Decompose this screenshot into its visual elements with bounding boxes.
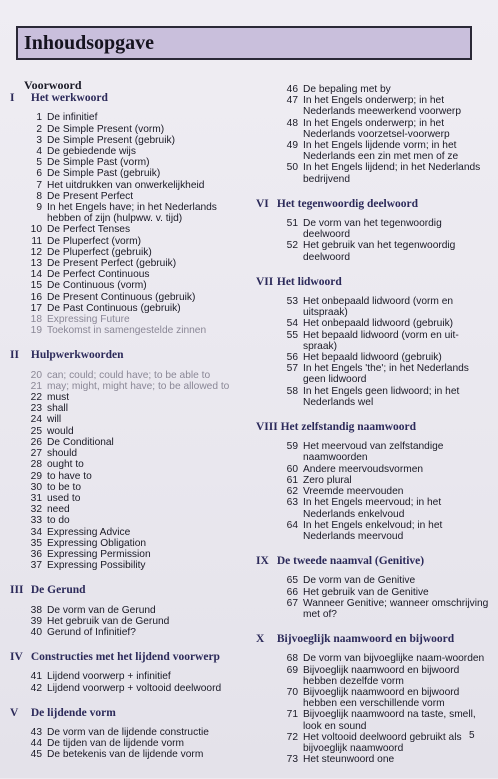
toc-entry bbox=[256, 363, 490, 385]
toc-entry bbox=[10, 292, 245, 303]
toc-entry bbox=[10, 482, 245, 493]
section-title: Het zelfstandig naamwoord bbox=[280, 421, 417, 434]
entry-number: 61 bbox=[286, 474, 298, 486]
section-title: De Gerund bbox=[30, 584, 86, 597]
preface-heading: Voorwoord bbox=[24, 78, 82, 92]
entry-title: must bbox=[47, 392, 70, 404]
entry-title: Bijvoeglijk naamwoord en bijwoord hebben dezelfde vorm bbox=[303, 664, 460, 687]
toc-entry bbox=[10, 749, 245, 760]
entry-title: In het Engels lijdend; in het Nederlands bedrijvend bbox=[303, 162, 481, 185]
toc-entry bbox=[256, 598, 490, 620]
toc-section bbox=[10, 585, 245, 638]
entry-title: De gebiedende wijs bbox=[47, 146, 136, 158]
entry-title: Expressing Advice bbox=[47, 526, 131, 538]
entry-title: Andere meervoudsvormen bbox=[303, 463, 424, 475]
entry-number: 60 bbox=[286, 463, 298, 475]
entry-number: 25 bbox=[30, 425, 42, 437]
toc-entry bbox=[10, 738, 245, 749]
entry-number: 10 bbox=[30, 224, 42, 236]
toc-entry bbox=[10, 627, 245, 638]
section-entries bbox=[256, 441, 490, 542]
entry-title: De vorm van de Genitive bbox=[303, 575, 416, 587]
entry-title: need bbox=[47, 504, 70, 516]
entry-number: 56 bbox=[286, 352, 298, 364]
entry-title: De Present Perfect (gebruik) bbox=[47, 258, 177, 270]
toc-entry bbox=[256, 732, 490, 754]
section-numeral: IV bbox=[10, 651, 23, 664]
entry-number: 44 bbox=[30, 738, 42, 750]
toc-entry bbox=[10, 112, 245, 123]
entry-title: Het onbepaald lidwoord (vorm en uitspraak) bbox=[303, 296, 454, 319]
entry-number: 6 bbox=[36, 168, 42, 180]
entry-number: 52 bbox=[286, 240, 298, 252]
toc-entry bbox=[10, 403, 245, 414]
entry-title: Toekomst in samengestelde zinnen bbox=[47, 325, 207, 337]
toc-entry bbox=[256, 441, 490, 463]
continuation-list bbox=[256, 84, 490, 185]
toc-entry bbox=[10, 135, 245, 146]
toc-entry bbox=[256, 118, 490, 140]
section-entries bbox=[10, 727, 245, 761]
toc-entry bbox=[256, 754, 490, 765]
toc-entry bbox=[10, 459, 245, 470]
toc-entry bbox=[256, 95, 490, 117]
toc-entry bbox=[256, 240, 490, 262]
entry-title: De Perfect Continuous bbox=[47, 269, 150, 281]
entry-title: De vorm van het tegenwoordig deelwoord bbox=[303, 218, 442, 241]
entry-title: can; could; could have; to be able to bbox=[47, 369, 211, 381]
entry-title: will bbox=[47, 414, 62, 426]
entry-number: 41 bbox=[30, 671, 42, 683]
section-title: Hulpwerkwoorden bbox=[30, 349, 124, 362]
entry-title: Expressing Possibility bbox=[47, 560, 146, 572]
entry-number: 69 bbox=[286, 664, 298, 676]
toc-section bbox=[256, 199, 490, 263]
entry-title: De vorm van de lijdende constructie bbox=[47, 726, 209, 738]
entry-number: 13 bbox=[30, 258, 42, 270]
entry-number: 62 bbox=[286, 486, 298, 498]
entry-title: to do bbox=[47, 515, 70, 527]
toc-entry bbox=[256, 486, 490, 497]
entry-number: 63 bbox=[286, 497, 298, 509]
entry-number: 27 bbox=[30, 448, 42, 460]
section-entries bbox=[256, 218, 490, 263]
entry-number: 7 bbox=[36, 179, 42, 191]
toc-entry bbox=[10, 605, 245, 616]
entry-number: 53 bbox=[286, 296, 298, 308]
entry-number: 34 bbox=[30, 526, 42, 538]
entry-title: Het steunwoord one bbox=[303, 754, 395, 766]
entry-title: In het Engels lijdende vorm; in het Nederlands een zin met men of ze bbox=[303, 140, 459, 163]
entry-title: In het Engels onderwerp; in het Nederlands meewerkend voorwerp bbox=[303, 95, 461, 118]
entry-title: Wanneer Genitive; wanneer omschrijving met of? bbox=[303, 597, 489, 620]
toc-entry bbox=[256, 162, 490, 184]
section-heading bbox=[10, 93, 245, 104]
toc-section bbox=[10, 652, 245, 694]
section-title: De tweede naamval (Genitive) bbox=[276, 555, 425, 568]
toc-section bbox=[256, 556, 490, 620]
section-entries bbox=[10, 671, 245, 693]
toc-entry bbox=[256, 575, 490, 586]
toc-entry bbox=[256, 352, 490, 363]
entry-number: 57 bbox=[286, 363, 298, 375]
page-title: Inhoudsopgave bbox=[24, 32, 155, 54]
entry-number: 26 bbox=[30, 436, 42, 448]
entry-number: 59 bbox=[286, 441, 298, 453]
toc-entry bbox=[256, 296, 490, 318]
toc-section bbox=[256, 422, 490, 542]
entry-number: 54 bbox=[286, 318, 298, 330]
section-entries bbox=[256, 653, 490, 765]
toc-section bbox=[256, 634, 490, 765]
entry-title: Expressing Obligation bbox=[47, 537, 147, 549]
entry-title: De Perfect Tenses bbox=[47, 224, 131, 236]
toc-entry bbox=[10, 224, 245, 235]
entry-title: Lijdend voorwerp + infinitief bbox=[47, 671, 171, 683]
entry-title: In het Engels onderwerp; in het Nederlands voorzetsel-voorwerp bbox=[303, 117, 450, 140]
entry-number: 23 bbox=[30, 403, 42, 415]
toc-entry bbox=[10, 303, 245, 314]
toc-entry bbox=[10, 370, 245, 381]
toc-entry bbox=[256, 475, 490, 486]
section-numeral: I bbox=[10, 92, 15, 105]
toc-entry bbox=[10, 247, 245, 258]
toc-entry bbox=[10, 381, 245, 392]
entry-number: 42 bbox=[30, 682, 42, 694]
toc-entry bbox=[256, 497, 490, 519]
entry-number: 30 bbox=[30, 481, 42, 493]
entry-title: In het Engels 'the'; in het Nederlands geen lidwoord bbox=[303, 363, 469, 386]
toc-entry bbox=[256, 84, 490, 95]
section-title: Het tegenwoordig deelwoord bbox=[276, 197, 419, 210]
toc-entry bbox=[10, 314, 245, 325]
entry-title: De Conditional bbox=[47, 436, 114, 448]
page-number: 5 bbox=[469, 730, 475, 741]
toc-entry bbox=[10, 414, 245, 425]
toc-entry bbox=[10, 471, 245, 482]
entry-number: 64 bbox=[286, 519, 298, 531]
entry-title: De Past Continuous (gebruik) bbox=[47, 302, 181, 314]
entry-title: De Pluperfect (vorm) bbox=[47, 235, 141, 247]
entry-title: Bijvoeglijk naamwoord na taste, smell, look en sound bbox=[303, 709, 476, 732]
entry-number: 17 bbox=[30, 302, 42, 314]
toc-entry bbox=[10, 180, 245, 191]
toc-entry bbox=[256, 665, 490, 687]
section-title: Bijvoeglijk naamwoord en bijwoord bbox=[276, 633, 455, 646]
section-heading bbox=[256, 199, 490, 210]
entry-title: De vorm van bijvoeglijke naam-woorden bbox=[303, 653, 485, 665]
entry-number: 43 bbox=[30, 726, 42, 738]
section-heading bbox=[10, 585, 245, 596]
entry-number: 9 bbox=[36, 202, 42, 214]
section-heading bbox=[256, 634, 490, 645]
toc-entry bbox=[10, 202, 245, 224]
toc-entry bbox=[10, 258, 245, 269]
entry-title: Het gebruik van het tegenwoordig deelwoord bbox=[303, 240, 456, 263]
section-numeral: VII bbox=[256, 275, 274, 288]
toc-entry bbox=[10, 236, 245, 247]
entry-title: Lijdend voorwerp + voltooid deelwoord bbox=[47, 682, 222, 694]
entry-number: 19 bbox=[30, 325, 42, 337]
toc-entry bbox=[10, 448, 245, 459]
section-entries bbox=[10, 370, 245, 572]
toc-entry bbox=[10, 549, 245, 560]
toc-entry bbox=[10, 727, 245, 738]
entry-number: 58 bbox=[286, 385, 298, 397]
toc-section bbox=[10, 350, 245, 571]
toc-entry bbox=[256, 520, 490, 542]
entry-number: 70 bbox=[286, 686, 298, 698]
section-heading bbox=[10, 708, 245, 719]
section-entries bbox=[256, 575, 490, 620]
entry-title: Het gebruik van de Gerund bbox=[47, 615, 170, 627]
entry-title: Het gebruik van de Genitive bbox=[303, 586, 429, 598]
entry-title: Het meervoud van zelfstandige naamwoorden bbox=[303, 441, 444, 464]
entry-number: 24 bbox=[30, 414, 42, 426]
section-entries bbox=[10, 112, 245, 336]
toc-entry bbox=[256, 218, 490, 240]
entry-title: ought to bbox=[47, 459, 84, 471]
toc-entry bbox=[256, 709, 490, 731]
entry-title: used to bbox=[47, 492, 81, 504]
toc-entry bbox=[10, 504, 245, 515]
entry-number: 38 bbox=[30, 604, 42, 616]
section-numeral: IX bbox=[256, 555, 269, 568]
entry-number: 29 bbox=[30, 470, 42, 482]
toc-section bbox=[10, 708, 245, 761]
section-title: Het lidwoord bbox=[276, 275, 342, 288]
toc-entry bbox=[10, 191, 245, 202]
entry-number: 40 bbox=[30, 626, 42, 638]
toc-entry bbox=[10, 616, 245, 627]
entry-title: In het Engels meervoud; in het Nederlands enkelvoud bbox=[303, 497, 442, 520]
toc-entry bbox=[10, 538, 245, 549]
entry-number: 72 bbox=[286, 731, 298, 743]
entry-number: 21 bbox=[30, 380, 42, 392]
entry-number: 47 bbox=[286, 95, 298, 107]
entry-number: 67 bbox=[286, 597, 298, 609]
left-sections bbox=[10, 93, 245, 760]
toc-entry bbox=[256, 687, 490, 709]
entry-title: De Simple Past (vorm) bbox=[47, 157, 150, 169]
entry-number: 55 bbox=[286, 329, 298, 341]
entry-title: Het bepaald lidwoord (gebruik) bbox=[303, 352, 442, 364]
entry-title: Expressing Future bbox=[47, 314, 130, 326]
entry-title: Bijvoeglijk naamwoord en bijwoord hebben een verschillende vorm bbox=[303, 686, 460, 710]
entry-title: Vreemde meervouden bbox=[303, 486, 404, 498]
entry-number: 31 bbox=[30, 492, 42, 504]
toc-entry bbox=[256, 464, 490, 475]
entry-title: De Simple Past (gebruik) bbox=[47, 168, 161, 180]
entry-number: 5 bbox=[36, 157, 42, 169]
entry-title: De Pluperfect (gebruik) bbox=[47, 246, 152, 258]
entry-number: 22 bbox=[30, 392, 42, 404]
entry-title: In het Engels enkelvoud; in het Nederlands meervoud bbox=[303, 519, 443, 542]
toc-entry bbox=[256, 653, 490, 664]
toc-entry bbox=[10, 493, 245, 504]
entry-title: In het Engels geen lidwoord; in het Nederlands wel bbox=[303, 385, 460, 408]
toc-entry bbox=[256, 587, 490, 598]
entry-number: 45 bbox=[30, 749, 42, 761]
section-numeral: II bbox=[10, 349, 19, 362]
section-numeral: III bbox=[10, 584, 24, 597]
section-heading bbox=[256, 556, 490, 567]
entry-number: 33 bbox=[30, 515, 42, 527]
entry-number: 66 bbox=[286, 586, 298, 598]
entry-number: 35 bbox=[30, 537, 42, 549]
toc-entry bbox=[10, 146, 245, 157]
entry-title: De Simple Present (gebruik) bbox=[47, 134, 175, 146]
entry-title: De Continuous (vorm) bbox=[47, 280, 147, 292]
entry-title: to be to bbox=[47, 481, 81, 493]
section-title: Constructies met het lijdend voorwerp bbox=[30, 651, 220, 664]
title-bar bbox=[16, 26, 472, 60]
entry-number: 39 bbox=[30, 615, 42, 627]
toc-entry bbox=[10, 325, 245, 336]
toc-entry bbox=[10, 426, 245, 437]
entry-title: De betekenis van de lijdende vorm bbox=[47, 749, 204, 761]
entry-number: 49 bbox=[286, 140, 298, 152]
entry-title: Gerund of Infinitief? bbox=[47, 626, 136, 638]
toc-section bbox=[10, 93, 245, 336]
toc-entry bbox=[10, 280, 245, 291]
toc-entry bbox=[10, 560, 245, 571]
toc-entry bbox=[256, 318, 490, 329]
entry-title: Expressing Permission bbox=[47, 548, 151, 560]
entry-number: 32 bbox=[30, 504, 42, 516]
section-heading bbox=[10, 652, 245, 663]
section-title: Het werkwoord bbox=[30, 92, 108, 105]
entry-number: 46 bbox=[286, 84, 298, 95]
section-title: De lijdende vorm bbox=[30, 706, 116, 719]
toc-entry bbox=[10, 392, 245, 403]
section-numeral: V bbox=[10, 706, 19, 719]
section-numeral: VI bbox=[256, 197, 269, 210]
entry-number: 4 bbox=[36, 146, 42, 158]
section-numeral: X bbox=[256, 633, 265, 646]
entry-number: 8 bbox=[36, 190, 42, 202]
toc-entry bbox=[10, 671, 245, 682]
entry-title: De tijden van de lijdende vorm bbox=[47, 738, 185, 750]
section-heading bbox=[10, 350, 245, 361]
entry-number: 2 bbox=[36, 123, 42, 135]
toc-section bbox=[256, 277, 490, 408]
toc-entry bbox=[256, 140, 490, 162]
right-column bbox=[256, 84, 490, 779]
entry-number: 1 bbox=[36, 112, 42, 124]
section-numeral: VIII bbox=[256, 421, 278, 434]
entry-number: 51 bbox=[286, 218, 298, 230]
entry-title: shall bbox=[47, 403, 68, 415]
toc-entry bbox=[10, 168, 245, 179]
toc-entry bbox=[10, 527, 245, 538]
entry-title: to have to bbox=[47, 470, 92, 482]
section-entries bbox=[10, 605, 245, 639]
entry-title: may; might, might have; to be allowed to bbox=[47, 380, 230, 392]
entry-number: 65 bbox=[286, 575, 298, 587]
entry-number: 36 bbox=[30, 548, 42, 560]
toc-entry bbox=[10, 437, 245, 448]
entry-number: 28 bbox=[30, 459, 42, 471]
entry-title: Het onbepaald lidwoord (gebruik) bbox=[303, 318, 454, 330]
toc-entry bbox=[10, 124, 245, 135]
toc-entry bbox=[256, 330, 490, 352]
entry-title: would bbox=[47, 425, 74, 437]
entry-title: Het bepaald lidwoord (vorm en uit-spraak) bbox=[303, 329, 459, 352]
toc-entry bbox=[10, 515, 245, 526]
entry-title: De bepaling met by bbox=[303, 84, 391, 95]
entry-title: In het Engels have; in het Nederlands hebben of zijn (hulpww. v. tijd) bbox=[47, 202, 217, 225]
entry-title: Het uitdrukken van onwerkelijkheid bbox=[47, 179, 205, 191]
section-heading bbox=[256, 277, 490, 288]
entry-title: De Simple Present (vorm) bbox=[47, 123, 165, 135]
entry-title: Het voltooid deelwoord gebruikt als bijvoeglijk naamwoord bbox=[303, 731, 462, 754]
entry-number: 37 bbox=[30, 560, 42, 572]
entry-title: De Present Perfect bbox=[47, 190, 134, 202]
section-heading bbox=[256, 422, 490, 433]
left-column bbox=[10, 80, 245, 775]
entry-number: 20 bbox=[30, 369, 42, 381]
entry-number: 18 bbox=[30, 314, 42, 326]
section-entries bbox=[256, 296, 490, 408]
entry-number: 16 bbox=[30, 291, 42, 303]
entry-number: 3 bbox=[36, 134, 42, 146]
entry-title: De vorm van de Gerund bbox=[47, 604, 156, 616]
entry-title: should bbox=[47, 448, 78, 460]
toc-entry bbox=[10, 157, 245, 168]
entry-title: De Present Continuous (gebruik) bbox=[47, 291, 196, 303]
entry-number: 11 bbox=[31, 235, 42, 247]
right-sections bbox=[256, 199, 490, 766]
entry-number: 12 bbox=[30, 246, 42, 258]
entry-title: Zero plural bbox=[303, 474, 352, 486]
entry-number: 71 bbox=[286, 709, 298, 721]
entry-title: De infinitief bbox=[47, 112, 98, 124]
entry-number: 73 bbox=[286, 754, 298, 766]
toc-entry bbox=[10, 269, 245, 280]
entry-number: 48 bbox=[286, 117, 298, 129]
entry-number: 15 bbox=[30, 280, 42, 292]
toc-entry bbox=[10, 683, 245, 694]
entry-number: 68 bbox=[286, 653, 298, 665]
toc-entry bbox=[256, 386, 490, 408]
entry-number: 14 bbox=[30, 269, 42, 281]
entry-number: 50 bbox=[286, 162, 298, 174]
continuation-section bbox=[256, 84, 490, 185]
